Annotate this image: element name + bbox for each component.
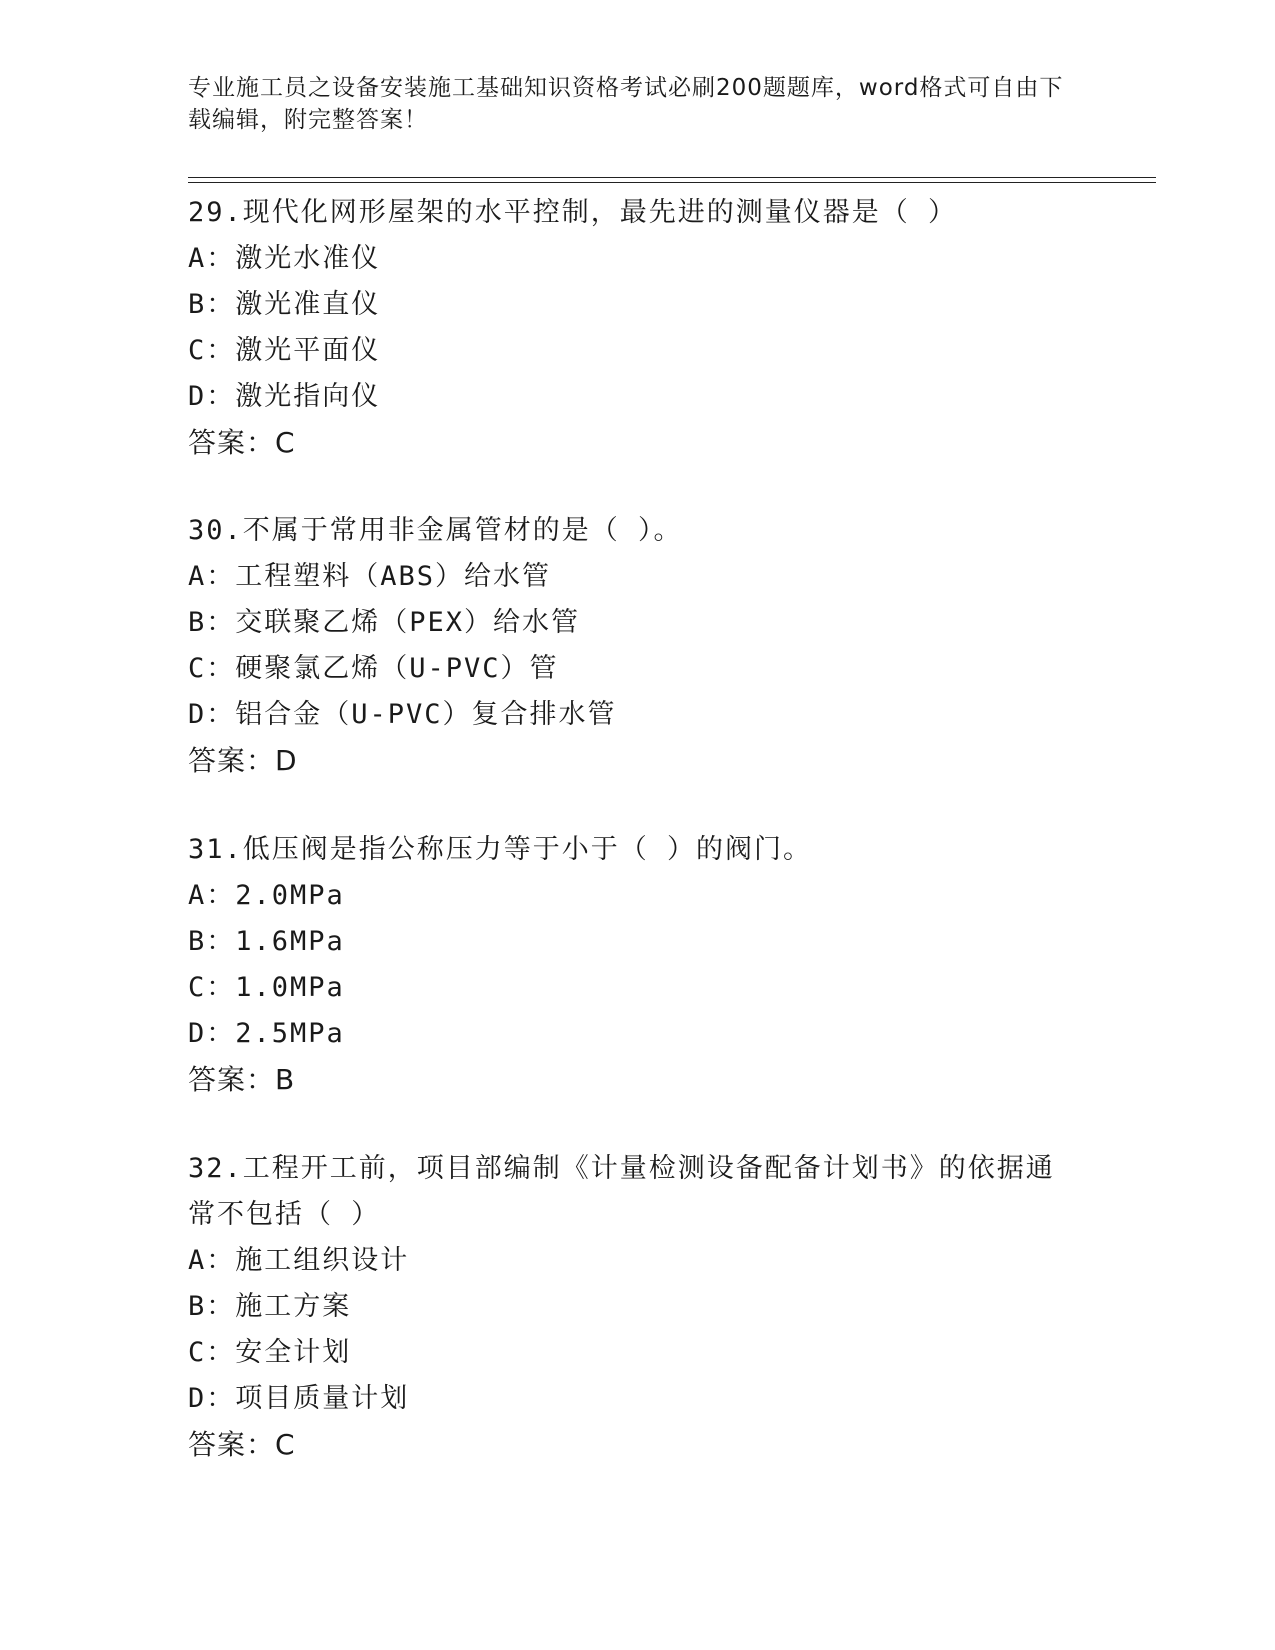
option-a: A：激光水准仪	[188, 243, 381, 274]
question-32	[188, 1146, 1088, 1468]
option-b: B：施工方案	[188, 1291, 352, 1322]
header-divider-bottom	[188, 182, 1156, 183]
option-b: B：激光准直仪	[188, 289, 381, 320]
option-a: A：2.0MPa	[188, 880, 345, 911]
option-b: B：交联聚乙烯（PEX）给水管	[188, 607, 581, 638]
answer-line: 答案：C	[188, 426, 296, 459]
option-d: D：项目质量计划	[188, 1383, 410, 1414]
option-d: D：2.5MPa	[188, 1018, 345, 1049]
question-stem: 30.不属于常用非金属管材的是（ ）。	[188, 515, 683, 546]
option-d: D：铝合金（U-PVC）复合排水管	[188, 699, 617, 730]
header-divider-top	[188, 177, 1156, 178]
document-header: 专业施工员之设备安装施工基础知识资格考试必刷200题题库，word格式可自由下载编辑，附完整答案！	[188, 75, 1064, 133]
answer-line: 答案：D	[188, 744, 298, 777]
question-30	[188, 508, 1088, 784]
question-stem: 32.工程开工前，项目部编制《计量检测设备配备计划书》的依据通常不包括（ ）	[188, 1153, 1055, 1230]
option-c: C：1.0MPa	[188, 972, 345, 1003]
question-29	[188, 190, 1088, 466]
question-31	[188, 827, 1088, 1103]
question-stem: 29.现代化网形屋架的水平控制，最先进的测量仪器是（ ）	[188, 197, 958, 228]
option-d: D：激光指向仪	[188, 381, 381, 412]
option-a: A：施工组织设计	[188, 1245, 410, 1276]
answer-line: 答案：C	[188, 1428, 296, 1461]
option-b: B：1.6MPa	[188, 926, 345, 957]
question-stem: 31.低压阀是指公称压力等于小于（ ）的阀门。	[188, 834, 813, 865]
option-c: C：硬聚氯乙烯（U-PVC）管	[188, 653, 559, 684]
option-c: C：安全计划	[188, 1337, 352, 1368]
option-a: A：工程塑料（ABS）给水管	[188, 561, 552, 592]
option-c: C：激光平面仪	[188, 335, 381, 366]
answer-line: 答案：B	[188, 1063, 296, 1096]
